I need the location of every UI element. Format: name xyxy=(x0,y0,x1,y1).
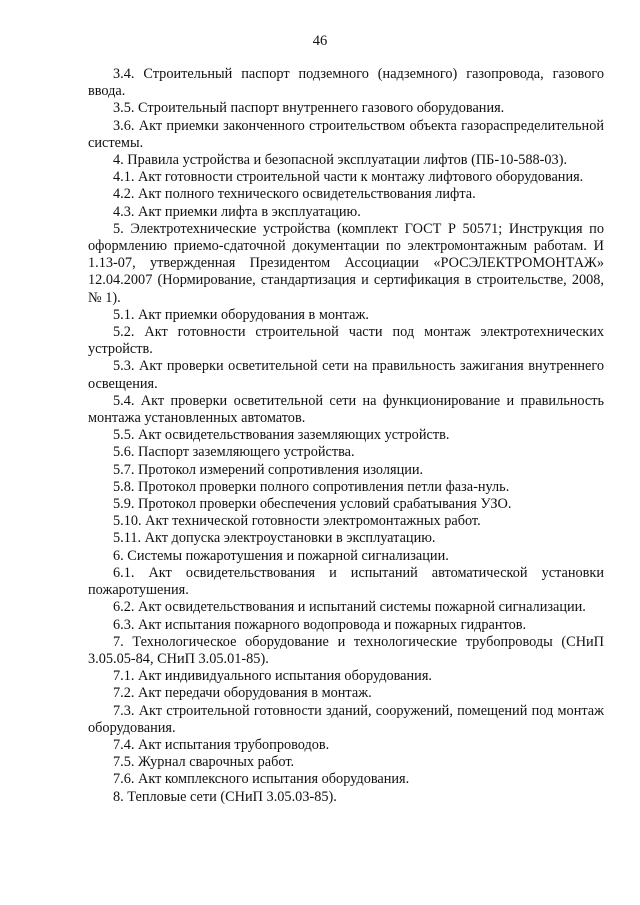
paragraph-3-4: 3.4. Строительный паспорт подземного (надземного) газопровода, газового ввода. xyxy=(88,66,604,100)
paragraph-7-2: 7.2. Акт передачи оборудования в монтаж. xyxy=(113,685,372,702)
paragraph-5-6: 5.6. Паспорт заземляющего устройства. xyxy=(113,444,355,461)
paragraph-4-1: 4.1. Акт готовности строительной части к монтажу лифтового оборудования. xyxy=(113,169,584,186)
paragraph-5-7: 5.7. Протокол измерений сопротивления изоляции. xyxy=(113,461,424,478)
paragraph-3-5: 3.5. Строительный паспорт внутреннего газового оборудования. xyxy=(113,100,505,117)
page-number: 46 xyxy=(312,33,328,49)
paragraph-3-6: 3.6. Акт приемки законченного строительством объекта газораспределительной системы. xyxy=(88,117,604,151)
paragraph-7-5: 7.5. Журнал сварочных работ. xyxy=(113,754,295,771)
paragraph-6-3: 6.3. Акт испытания пожарного водопровода и пожарных гидрантов. xyxy=(113,616,527,633)
paragraph-4: 4. Правила устройства и безопасной эксплуатации лифтов (ПБ-10-588-03). xyxy=(113,152,568,169)
paragraph-6-1: 6.1. Акт освидетельствования и испытаний автоматической установки пожаротушения. xyxy=(88,564,604,599)
paragraph-5: 5. Электротехнические устройства (комплект ГОСТ Р 50571; Инструкция по оформлению приемо-сдаточной документации по электромонтажным работам. И 1.13-07, утвержденная Президентом Ассоциации «РОСЭЛЕКТРОМОНТАЖ» 12.04.2007 (Нормирование, стандартизация и сертификация в строительстве, 2008, № 1). xyxy=(88,220,604,306)
paragraph-5-3: 5.3. Акт проверки осветительной сети на правильность зажигания внутреннего освещения. xyxy=(88,358,604,392)
paragraph-5-11: 5.11. Акт допуска электроустановки в эксплуатацию. xyxy=(113,530,436,547)
paragraph-4-3: 4.3. Акт приемки лифта в эксплуатацию. xyxy=(113,203,361,220)
paragraph-5-10: 5.10. Акт технической готовности электромонтажных работ. xyxy=(113,513,481,530)
paragraph-7-6: 7.6. Акт комплексного испытания оборудования. xyxy=(113,771,410,788)
document-body xyxy=(88,66,604,806)
paragraph-5-2: 5.2. Акт готовности строительной части под монтаж электротехнических устройств. xyxy=(88,324,604,358)
paragraph-5-1: 5.1. Акт приемки оборудования в монтаж. xyxy=(113,306,369,323)
paragraph-5-9: 5.9. Протокол проверки обеспечения условий срабатывания УЗО. xyxy=(113,496,512,513)
paragraph-6: 6. Системы пожаротушения и пожарной сигнализации. xyxy=(113,547,449,564)
paragraph-5-4: 5.4. Акт проверки осветительной сети на функционирование и правильность монтажа установленных автоматов. xyxy=(88,392,604,427)
paragraph-7-4: 7.4. Акт испытания трубопроводов. xyxy=(113,736,330,753)
paragraph-4-2: 4.2. Акт полного технического освидетельствования лифта. xyxy=(113,186,476,203)
paragraph-6-2: 6.2. Акт освидетельствования и испытаний системы пожарной сигнализации. xyxy=(113,599,586,616)
paragraph-5-5: 5.5. Акт освидетельствования заземляющих устройств. xyxy=(113,427,450,444)
paragraph-7-3: 7.3. Акт строительной готовности зданий, сооружений, помещений под монтаж оборудования. xyxy=(88,702,604,736)
paragraph-7-1: 7.1. Акт индивидуального испытания оборудования. xyxy=(113,668,432,685)
paragraph-8: 8. Тепловые сети (СНиП 3.05.03-85). xyxy=(113,788,337,805)
paragraph-5-8: 5.8. Протокол проверки полного сопротивления петли фаза-нуль. xyxy=(113,478,510,495)
paragraph-7: 7. Технологическое оборудование и технологические трубопроводы (СНиП 3.05.05-84, СНиП 3.05.01-85). xyxy=(88,633,604,667)
